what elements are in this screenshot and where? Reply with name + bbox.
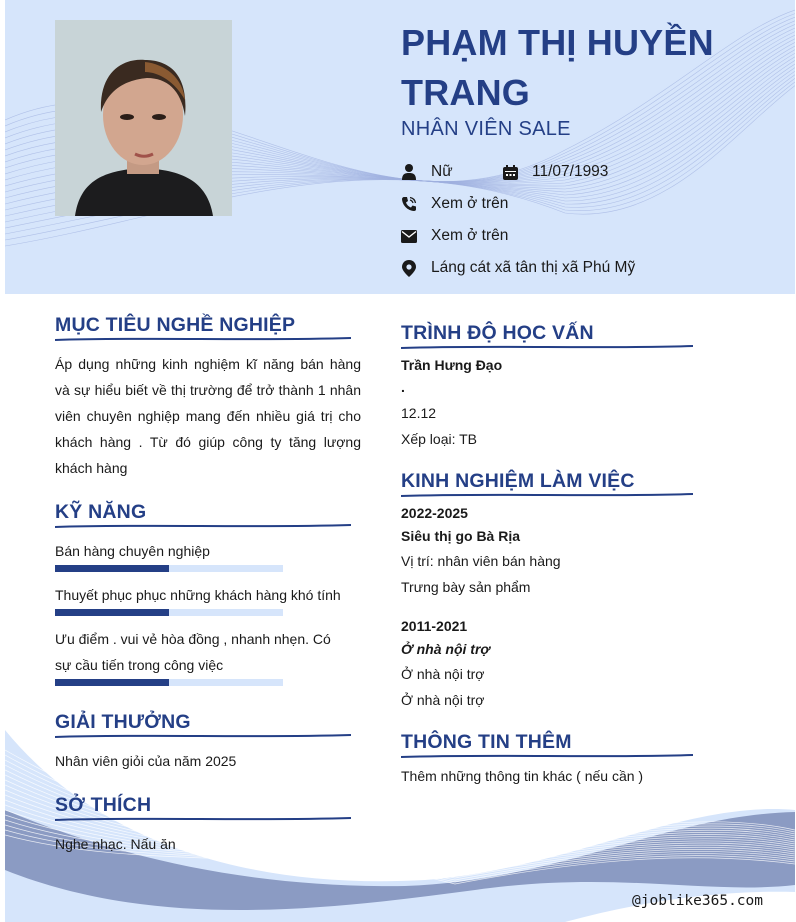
hobbies-title: SỞ THÍCH xyxy=(55,794,152,816)
gender-row xyxy=(401,162,453,182)
education-grade: 12.12 xyxy=(401,405,437,421)
awards-title: GIẢI THƯỞNG xyxy=(55,711,191,733)
job-company: Siêu thị go Bà Rịa xyxy=(401,528,521,544)
awards-underline xyxy=(55,733,351,739)
gender-value: Nữ xyxy=(431,163,453,180)
cv-page xyxy=(5,0,795,922)
extra-info-title: THÔNG TIN THÊM xyxy=(401,731,572,753)
job-company: Ở nhà nội trợ xyxy=(401,641,490,657)
address-value: Láng cát xã tân thị xã Phú Mỹ xyxy=(431,259,636,276)
skill-label: Bán hàng chuyên nghiệp xyxy=(55,543,210,559)
dob-row xyxy=(502,162,608,182)
envelope-icon xyxy=(401,228,417,244)
candidate-name: PHẠM THỊ HUYỀN TRANG xyxy=(401,22,714,113)
skill-level-bar xyxy=(55,565,283,572)
job-detail: Vị trí: nhân viên bán hàng xyxy=(401,553,561,569)
job-detail: Trưng bày sản phẩm xyxy=(401,579,531,595)
user-icon xyxy=(401,164,417,180)
extra-info-text: Thêm những thông tin khác ( nếu cần ) xyxy=(401,768,644,784)
education-major: . xyxy=(401,379,405,395)
experience-underline xyxy=(401,492,693,498)
job-detail: Ở nhà nội trợ xyxy=(401,692,485,708)
objective-text: Áp dụng những kinh nghiệm kĩ năng bán hàng và sự hiểu biết về thị trường để trở thành 1 nhân viên chuyên nghiệp mang đến nhiều giá trị cho khách hàng . Từ đó giúp công ty tăng lượng khách hàng xyxy=(55,356,361,476)
education-school: Trần Hưng Đạo xyxy=(401,357,503,373)
skill-level-bar xyxy=(55,609,283,616)
location-pin-icon xyxy=(401,260,417,276)
skill-level-bar xyxy=(55,679,283,686)
job-title: NHÂN VIÊN SALE xyxy=(401,118,571,140)
objective-underline xyxy=(55,336,351,342)
phone-value: Xem ở trên xyxy=(431,195,509,212)
skills-title: KỸ NĂNG xyxy=(55,501,147,523)
awards-text: Nhân viên giỏi của năm 2025 xyxy=(55,753,237,769)
skill-label: Thuyết phục phục những khách hàng khó tính xyxy=(55,587,341,603)
extra-info-underline xyxy=(401,753,693,759)
hobbies-underline xyxy=(55,816,351,822)
job-period: 2022-2025 xyxy=(401,505,468,521)
hobbies-text: Nghe nhạc. Nấu ăn xyxy=(55,836,176,852)
profile-photo xyxy=(55,20,232,216)
calendar-icon xyxy=(502,164,518,180)
education-underline xyxy=(401,344,693,350)
experience-title: KINH NGHIỆM LÀM VIỆC xyxy=(401,470,635,492)
dob-value: 11/07/1993 xyxy=(532,163,609,180)
education-rank: Xếp loại: TB xyxy=(401,431,478,447)
education-title: TRÌNH ĐỘ HỌC VẤN xyxy=(401,322,594,344)
job-period: 2011-2021 xyxy=(401,618,468,634)
skill-level-fill xyxy=(55,565,169,572)
job-detail: Ở nhà nội trợ xyxy=(401,666,485,682)
skills-underline xyxy=(55,523,351,529)
objective-title: MỤC TIÊU NGHỀ NGHIỆP xyxy=(55,314,296,336)
email-value: Xem ở trên xyxy=(431,227,509,244)
skill-level-fill xyxy=(55,609,169,616)
phone-icon xyxy=(401,196,417,212)
skill-level-fill xyxy=(55,679,169,686)
phone-row xyxy=(401,194,508,214)
email-row xyxy=(401,226,508,246)
address-row xyxy=(401,258,635,278)
watermark: @joblike365.com xyxy=(632,893,763,909)
skill-label: Ưu điểm . vui vẻ hòa đồng , nhanh nhẹn. Có sự cầu tiến trong công việc xyxy=(55,631,331,673)
